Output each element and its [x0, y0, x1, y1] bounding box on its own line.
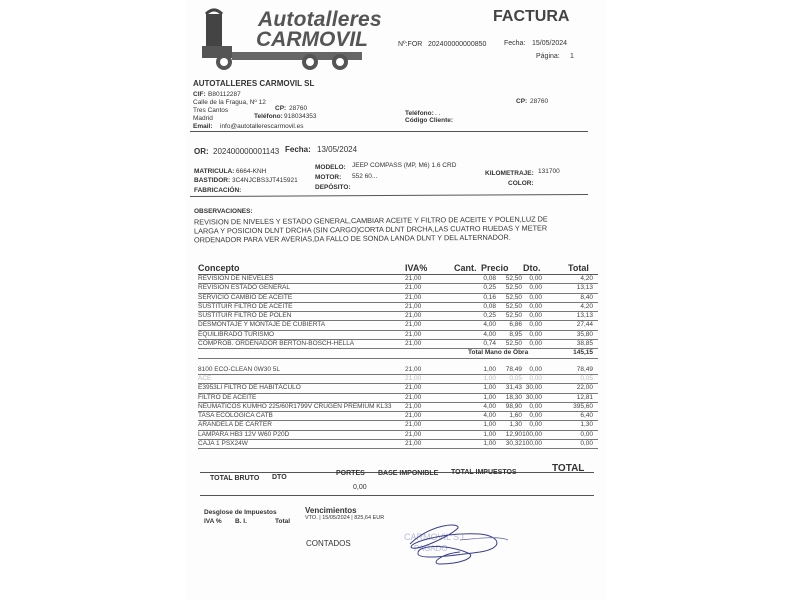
item-iva: 21,00 [405, 384, 422, 392]
item-iva: 21,00 [405, 275, 422, 282]
item-qty: 1,00 [483, 421, 496, 429]
plate-label: MATRICULA: [194, 168, 235, 175]
item-iva: 21,00 [405, 412, 422, 420]
divider [200, 495, 594, 496]
item-total: 27,44 [576, 321, 593, 329]
item-concept: E3953LI FILTRO DE HABITÁCULO [198, 384, 301, 392]
item-total: 6,40 [580, 412, 593, 420]
parts-rows [198, 366, 598, 450]
company-city: Tres Cantos [193, 107, 229, 114]
model-label: MODELO: [315, 164, 346, 171]
labour-row [198, 331, 598, 340]
or-label: OR: [194, 147, 209, 156]
item-total: 4,20 [580, 275, 593, 282]
labour-row [198, 340, 598, 349]
item-qty: 0,25 [483, 284, 496, 292]
labour-total-value: 145,15 [573, 349, 593, 357]
tax-col-base: B. I. [235, 518, 247, 525]
item-iva: 21,00 [405, 330, 422, 338]
labour-row [198, 294, 598, 303]
invoice-number: 202400000000850 [428, 41, 487, 48]
stamp-line-1: CARMOVIL S.L. [404, 532, 470, 542]
part-row [198, 431, 598, 440]
plate-value: 6664-KNH [236, 168, 267, 175]
item-price: 18,30 [505, 393, 522, 401]
item-iva: 21,00 [405, 430, 422, 438]
item-concept: FILTRO DE ACEITE [198, 393, 257, 401]
item-concept: EQUILIBRADO TURISMO [198, 330, 275, 338]
item-discount: 0,00 [529, 365, 542, 373]
item-price: 52,50 [505, 284, 522, 292]
invoice-date-label: Fecha: [504, 40, 526, 47]
item-concept: ARANDELA DE CARTER [198, 421, 272, 429]
discount-label: DTO [272, 474, 287, 481]
page-number: 1 [570, 53, 574, 60]
page-label: Página: [536, 53, 560, 60]
labour-row [198, 321, 598, 330]
company-phone-label: Teléfono: [254, 113, 283, 120]
company-name: AUTOTALLERES CARMOVIL SL [193, 79, 315, 88]
item-total: 78,49 [576, 365, 593, 373]
item-price: 98,90 [505, 402, 522, 410]
item-total: 1,30 [580, 421, 593, 429]
item-concept: COMPROB. ORDENADOR BERTON-BOSCH-HELLA [198, 340, 355, 348]
or-date-label: Fecha: [285, 145, 311, 154]
labour-subtotal-row [198, 349, 598, 358]
item-price: 1,60 [509, 412, 522, 420]
due-line: VTO. | 15/05/2024 | 825,64 EUR [305, 515, 385, 521]
item-qty: 0,08 [483, 275, 496, 282]
labour-row [198, 275, 598, 284]
observations-line-3: ORDENADOR PARA VER AVERIAS,DA FALLO DE SONDA LANDA DLNT Y DEL ALTERNADOR. [193, 232, 511, 245]
item-iva: 21,00 [405, 393, 422, 401]
invoice-number-label: Nº:FOR [398, 41, 423, 48]
part-row [198, 412, 598, 421]
item-price: 52,50 [505, 340, 522, 348]
item-concept: CAJA 1 PSX24W [198, 440, 248, 448]
item-price: 52,50 [505, 302, 522, 310]
engine-label: MOTOR: [315, 174, 342, 181]
divider [190, 194, 588, 197]
item-qty: 1,00 [483, 430, 496, 438]
or-date: 13/05/2024 [317, 145, 358, 154]
item-iva: 21,00 [405, 284, 422, 292]
item-discount: 0,00 [529, 312, 542, 320]
item-total: 35,80 [576, 330, 593, 338]
item-discount: 0,00 [529, 321, 542, 329]
taxes-label: TOTAL IMPUESTOS [451, 469, 517, 476]
shipping-value: 0,00 [353, 484, 367, 491]
item-discount: 0,00 [529, 412, 542, 420]
item-discount: 0,00 [529, 421, 542, 429]
manufacture-label: FABRICACIÓN: [194, 187, 242, 194]
invoice-date: 15/05/2024 [532, 40, 568, 47]
item-discount: 100,00 [522, 430, 542, 438]
part-row [198, 384, 598, 393]
item-qty: 1,00 [483, 440, 496, 448]
item-iva: 21,00 [405, 293, 422, 301]
client-cp: 28760 [530, 98, 549, 105]
item-qty: 1,00 [483, 384, 496, 392]
item-qty: 0,25 [483, 312, 496, 320]
part-row [198, 366, 598, 375]
item-concept: 8100 ECO-CLEAN 0W30 5L [198, 365, 281, 373]
model-value: JEEP COMPASS (MP, M6) 1.6 CRD [352, 162, 457, 169]
item-concept: LAMPARA HB3 12V W60 P20D [198, 430, 290, 438]
item-price: 31,43 [505, 384, 522, 392]
labour-rows [198, 275, 598, 349]
header-total: Total [568, 263, 589, 273]
item-qty: 1,00 [483, 365, 496, 373]
part-row [198, 394, 598, 403]
due-title: Vencimientos [305, 506, 357, 515]
item-qty: 4,00 [483, 402, 496, 410]
item-discount: 0,00 [529, 330, 542, 338]
company-address: Calle de la Fragua, Nº 12 [193, 99, 266, 106]
item-price: 0,05 [509, 374, 522, 382]
company-logo [200, 6, 382, 70]
part-row [198, 403, 598, 412]
item-qty: 0,16 [483, 293, 496, 301]
item-iva: 21,00 [405, 365, 422, 373]
item-discount: 30,00 [525, 384, 542, 392]
observations-line-2: LARGA Y POSICION DLNT DRCHA (SIN CARGO)CORTA DLNT DRCHA,LAS CUATRO RUEDAS Y METER [193, 223, 548, 236]
cif-label: CIF: [193, 91, 206, 98]
tax-breakdown-title: Desglose de Impuestos [204, 509, 277, 516]
header-qty: Cant. [454, 263, 477, 273]
client-cp-label: CP: [516, 98, 528, 105]
tax-col-iva: IVA % [204, 518, 222, 525]
item-price: 78,49 [505, 365, 522, 373]
gross-label: TOTAL BRUTO [210, 475, 260, 482]
item-qty: 4,00 [483, 330, 496, 338]
item-iva: 21,00 [405, 302, 422, 310]
item-iva: 21,00 [405, 321, 422, 329]
company-cp: 28760 [289, 105, 308, 112]
header-discount: Dto. [523, 263, 541, 273]
tax-base-label: BASE IMPONIBLE [378, 470, 439, 477]
item-total: 13,13 [576, 284, 593, 292]
tax-col-total: Total [275, 518, 291, 525]
item-price: 52,50 [505, 312, 522, 320]
item-iva: 21,00 [405, 312, 422, 320]
company-email: info@autotallerescarmovil.es [220, 123, 304, 130]
shipping-label: PORTES [336, 470, 365, 477]
item-concept: SERVICIO CAMBIO DE ACEITE [198, 293, 293, 301]
item-concept: SUSTITUIR FILTRO DE ACEITE [198, 302, 293, 310]
item-concept: DESMONTAJE Y MONTAJE DE CUBIERTA [198, 321, 326, 329]
cif-value: B80112287 [208, 91, 241, 98]
invoice-title: FACTURA [493, 8, 570, 25]
item-price: 52,50 [505, 293, 522, 301]
company-cp-label: CP: [275, 105, 287, 112]
part-row [198, 421, 598, 430]
km-label: KILOMETRAJE: [485, 170, 534, 177]
item-total: 0,00 [580, 440, 593, 448]
item-qty: 1,00 [483, 374, 496, 382]
client-phone-label: Teléfono: [405, 110, 434, 117]
item-price: 6,86 [509, 321, 522, 329]
km-value: 131700 [538, 168, 560, 175]
labour-row [198, 312, 598, 321]
color-label: COLOR: [508, 180, 534, 187]
item-discount: 0,00 [529, 275, 542, 282]
company-phone: 918034353 [284, 113, 317, 120]
item-discount: 100,00 [522, 440, 542, 448]
item-price: 52,50 [505, 275, 522, 282]
item-total: 8,40 [580, 293, 593, 301]
observations-label: OBSERVACIONES: [194, 208, 253, 215]
header-iva: IVA% [405, 263, 428, 273]
labour-row [198, 284, 598, 293]
item-qty: 0,74 [483, 340, 496, 348]
item-qty: 0,08 [483, 302, 496, 310]
signature-icon [400, 514, 510, 572]
stamp-line-2: PAGADO [414, 544, 448, 553]
item-qty: 1,00 [483, 393, 496, 401]
item-concept: ACE [198, 374, 212, 382]
payment-method: CONTADOS [306, 539, 351, 548]
item-discount: 0,00 [529, 340, 542, 348]
observations-line-1: REVISION DE NIVELES Y ESTADO GENERAL,CAMBIAR ACEITE Y FILTRO DE ACEITE Y POLEN,LUZ DE [193, 214, 548, 227]
item-total: 395,60 [573, 402, 593, 410]
client-phone: . . [435, 110, 441, 117]
deposit-label: DEPÓSITO: [315, 184, 351, 191]
vin-value: 3C4NJCBS3JT415921 [232, 177, 298, 184]
part-row [198, 440, 598, 449]
divider [190, 131, 588, 132]
item-iva: 21,00 [405, 421, 422, 429]
item-price: 1,30 [509, 421, 522, 429]
signature-stamp [400, 514, 510, 572]
item-discount: 0,00 [529, 302, 542, 310]
table-header [198, 262, 598, 275]
labour-row [198, 303, 598, 312]
company-email-label: Email: [193, 123, 213, 130]
item-total: 38,85 [576, 340, 593, 348]
item-discount: 0,00 [529, 284, 542, 292]
item-discount: 0,00 [529, 402, 542, 410]
company-province: Madrid [193, 115, 213, 122]
client-code-label: Código Cliente: [405, 117, 454, 124]
item-discount: 0,00 [529, 374, 542, 382]
item-concept: SUSTITUIR FILTRO DE POLEN [198, 312, 292, 320]
item-total: 13,13 [576, 312, 593, 320]
item-discount: 30,00 [525, 393, 542, 401]
invoice-page [186, 0, 606, 600]
total-label: TOTAL [552, 463, 585, 474]
part-row [198, 375, 598, 384]
labour-total-label: Total Mano de Obra [468, 349, 529, 357]
item-total: 22,00 [576, 384, 593, 392]
item-total: 0,05 [580, 374, 593, 382]
item-total: 0,00 [580, 430, 593, 438]
item-total: 4,20 [580, 302, 593, 310]
engine-value: 552 60... [352, 173, 378, 180]
item-discount: 0,00 [529, 293, 542, 301]
item-concept: REVISION DE NIEVELES [198, 275, 274, 282]
item-iva: 21,00 [405, 440, 422, 448]
item-concept: TASA ECOLOGICA CATB [198, 412, 273, 420]
item-price: 12,90 [505, 430, 522, 438]
item-concept: REVISION ESTADO GENERAL [198, 284, 290, 292]
vin-label: BASTIDOR: [194, 177, 231, 184]
item-price: 8,95 [509, 330, 522, 338]
item-concept: NEUMATICOS KUMHO 225/60R1799V CRUGEN PREMIUM KL33 [198, 402, 392, 410]
item-price: 30,32 [505, 440, 522, 448]
logo-line-1: Autotalleres [258, 8, 382, 31]
header-price: Precio [481, 263, 509, 273]
items-table [198, 262, 598, 449]
item-iva: 21,00 [405, 340, 422, 348]
item-qty: 4,00 [483, 321, 496, 329]
or-number: 202400000001143 [213, 147, 280, 156]
item-total: 12,81 [576, 393, 593, 401]
item-iva: 21,00 [405, 402, 422, 410]
header-concept: Concepto [198, 263, 240, 273]
item-qty: 4,00 [483, 412, 496, 420]
item-iva: 21,00 [405, 374, 422, 382]
logo-line-2: CARMOVIL [256, 28, 368, 51]
